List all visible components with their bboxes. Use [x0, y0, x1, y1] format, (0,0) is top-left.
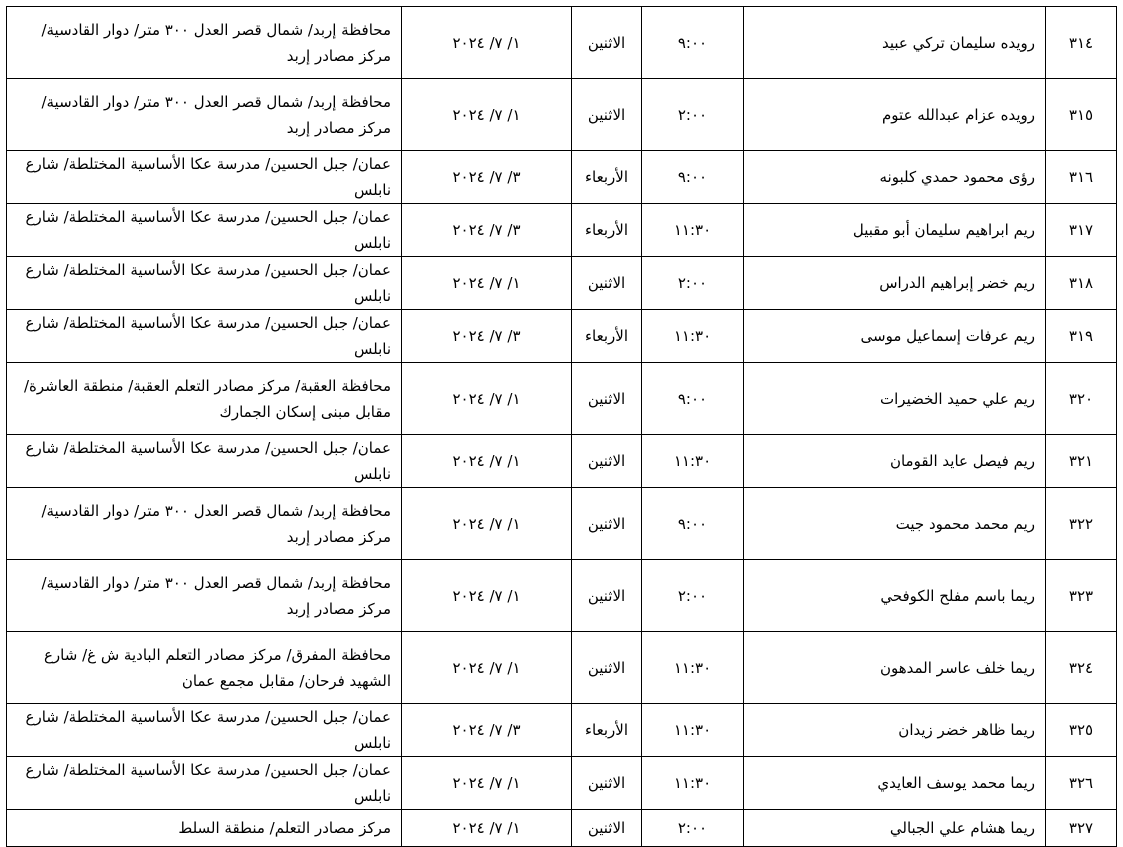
exam-location: محافظة المفرق/ مركز مصادر التعلم البادية ش غ/ شارع الشهيد فرحان/ مقابل مجمع عمان: [7, 632, 402, 704]
exam-location: عمان/ جبل الحسين/ مدرسة عكا الأساسية المختلطة/ شارع نابلس: [7, 257, 402, 310]
table-row: [7, 810, 1117, 847]
row-number: ٣١٥: [1046, 79, 1117, 151]
row-number: ٣١٩: [1046, 310, 1117, 363]
exam-time: ٩:٠٠: [642, 363, 744, 435]
exam-date: ٣/ ٧/ ٢٠٢٤: [402, 704, 572, 757]
exam-date: ١/ ٧/ ٢٠٢٤: [402, 810, 572, 847]
exam-location: مركز مصادر التعلم/ منطقة السلط: [7, 810, 402, 847]
table-row: [7, 560, 1117, 632]
exam-location: محافظة العقبة/ مركز مصادر التعلم العقبة/ منطقة العاشرة/ مقابل مبنى إسكان الجمارك: [7, 363, 402, 435]
table-row: [7, 204, 1117, 257]
table-row: [7, 632, 1117, 704]
row-number: ٣٢٢: [1046, 488, 1117, 560]
row-number: ٣١٧: [1046, 204, 1117, 257]
candidate-name: ريم خضر إبراهيم الدراس: [744, 257, 1046, 310]
exam-time: ١١:٣٠: [642, 310, 744, 363]
exam-day: الاثنين: [572, 79, 642, 151]
row-number: ٣٢٤: [1046, 632, 1117, 704]
exam-day: الاثنين: [572, 560, 642, 632]
exam-date: ٣/ ٧/ ٢٠٢٤: [402, 310, 572, 363]
exam-location: عمان/ جبل الحسين/ مدرسة عكا الأساسية المختلطة/ شارع نابلس: [7, 435, 402, 488]
exam-location: عمان/ جبل الحسين/ مدرسة عكا الأساسية المختلطة/ شارع نابلس: [7, 310, 402, 363]
exam-day: الاثنين: [572, 257, 642, 310]
row-number: ٣٢٧: [1046, 810, 1117, 847]
table-row: [7, 488, 1117, 560]
exam-date: ١/ ٧/ ٢٠٢٤: [402, 632, 572, 704]
row-number: ٣٢٥: [1046, 704, 1117, 757]
exam-day: الاثنين: [572, 363, 642, 435]
candidate-name: رويده سليمان تركي عبيد: [744, 7, 1046, 79]
exam-date: ٣/ ٧/ ٢٠٢٤: [402, 204, 572, 257]
exam-day: الاثنين: [572, 757, 642, 810]
row-number: ٣٢٠: [1046, 363, 1117, 435]
table-row: [7, 363, 1117, 435]
candidate-name: ريما ظاهر خضر زيدان: [744, 704, 1046, 757]
exam-time: ٢:٠٠: [642, 560, 744, 632]
row-number: ٣١٨: [1046, 257, 1117, 310]
table-row: [7, 257, 1117, 310]
candidate-name: رويده عزام عبدالله عتوم: [744, 79, 1046, 151]
candidate-name: ريم محمد محمود جيت: [744, 488, 1046, 560]
exam-date: ٣/ ٧/ ٢٠٢٤: [402, 151, 572, 204]
candidate-name: ريم فيصل عايد القومان: [744, 435, 1046, 488]
exam-time: ٩:٠٠: [642, 7, 744, 79]
exam-date: ١/ ٧/ ٢٠٢٤: [402, 363, 572, 435]
exam-time: ١١:٣٠: [642, 632, 744, 704]
exam-time: ٢:٠٠: [642, 79, 744, 151]
exam-location: عمان/ جبل الحسين/ مدرسة عكا الأساسية المختلطة/ شارع نابلس: [7, 204, 402, 257]
exam-day: الأربعاء: [572, 204, 642, 257]
table-row: [7, 310, 1117, 363]
exam-day: الاثنين: [572, 488, 642, 560]
exam-location: عمان/ جبل الحسين/ مدرسة عكا الأساسية المختلطة/ شارع نابلس: [7, 757, 402, 810]
schedule-body: [7, 7, 1117, 847]
row-number: ٣٢١: [1046, 435, 1117, 488]
table-row: [7, 79, 1117, 151]
exam-time: ٢:٠٠: [642, 810, 744, 847]
exam-day: الاثنين: [572, 435, 642, 488]
exam-day: الاثنين: [572, 632, 642, 704]
exam-time: ١١:٣٠: [642, 204, 744, 257]
row-number: ٣١٦: [1046, 151, 1117, 204]
exam-location: محافظة إربد/ شمال قصر العدل ٣٠٠ متر/ دوار القادسية/ مركز مصادر إربد: [7, 7, 402, 79]
exam-time: ٢:٠٠: [642, 257, 744, 310]
exam-date: ١/ ٧/ ٢٠٢٤: [402, 79, 572, 151]
table-row: [7, 151, 1117, 204]
exam-location: محافظة إربد/ شمال قصر العدل ٣٠٠ متر/ دوار القادسية/ مركز مصادر إربد: [7, 79, 402, 151]
exam-date: ١/ ٧/ ٢٠٢٤: [402, 7, 572, 79]
candidate-name: ريم عرفات إسماعيل موسى: [744, 310, 1046, 363]
row-number: ٣١٤: [1046, 7, 1117, 79]
exam-date: ١/ ٧/ ٢٠٢٤: [402, 488, 572, 560]
exam-time: ٩:٠٠: [642, 151, 744, 204]
exam-location: محافظة إربد/ شمال قصر العدل ٣٠٠ متر/ دوار القادسية/ مركز مصادر إربد: [7, 560, 402, 632]
candidate-name: ريم ابراهيم سليمان أبو مقبيل: [744, 204, 1046, 257]
table-row: [7, 7, 1117, 79]
exam-date: ١/ ٧/ ٢٠٢٤: [402, 757, 572, 810]
exam-day: الأربعاء: [572, 310, 642, 363]
exam-time: ١١:٣٠: [642, 435, 744, 488]
exam-time: ٩:٠٠: [642, 488, 744, 560]
exam-day: الأربعاء: [572, 151, 642, 204]
candidate-name: ريما باسم مفلح الكوفحي: [744, 560, 1046, 632]
candidate-name: ريم علي حميد الخضيرات: [744, 363, 1046, 435]
exam-time: ١١:٣٠: [642, 757, 744, 810]
row-number: ٣٢٣: [1046, 560, 1117, 632]
candidate-name: ريما محمد يوسف العايدي: [744, 757, 1046, 810]
candidate-name: ريما خلف عاسر المدهون: [744, 632, 1046, 704]
exam-day: الأربعاء: [572, 704, 642, 757]
row-number: ٣٢٦: [1046, 757, 1117, 810]
table-row: [7, 704, 1117, 757]
exam-date: ١/ ٧/ ٢٠٢٤: [402, 560, 572, 632]
exam-day: الاثنين: [572, 810, 642, 847]
exam-location: محافظة إربد/ شمال قصر العدل ٣٠٠ متر/ دوار القادسية/ مركز مصادر إربد: [7, 488, 402, 560]
table-row: [7, 757, 1117, 810]
schedule-table: [6, 6, 1117, 847]
table-row: [7, 435, 1117, 488]
exam-location: عمان/ جبل الحسين/ مدرسة عكا الأساسية المختلطة/ شارع نابلس: [7, 704, 402, 757]
exam-location: عمان/ جبل الحسين/ مدرسة عكا الأساسية المختلطة/ شارع نابلس: [7, 151, 402, 204]
candidate-name: ريما هشام علي الجبالي: [744, 810, 1046, 847]
candidate-name: رؤى محمود حمدي كلبونه: [744, 151, 1046, 204]
exam-date: ١/ ٧/ ٢٠٢٤: [402, 257, 572, 310]
exam-time: ١١:٣٠: [642, 704, 744, 757]
exam-date: ١/ ٧/ ٢٠٢٤: [402, 435, 572, 488]
exam-day: الاثنين: [572, 7, 642, 79]
